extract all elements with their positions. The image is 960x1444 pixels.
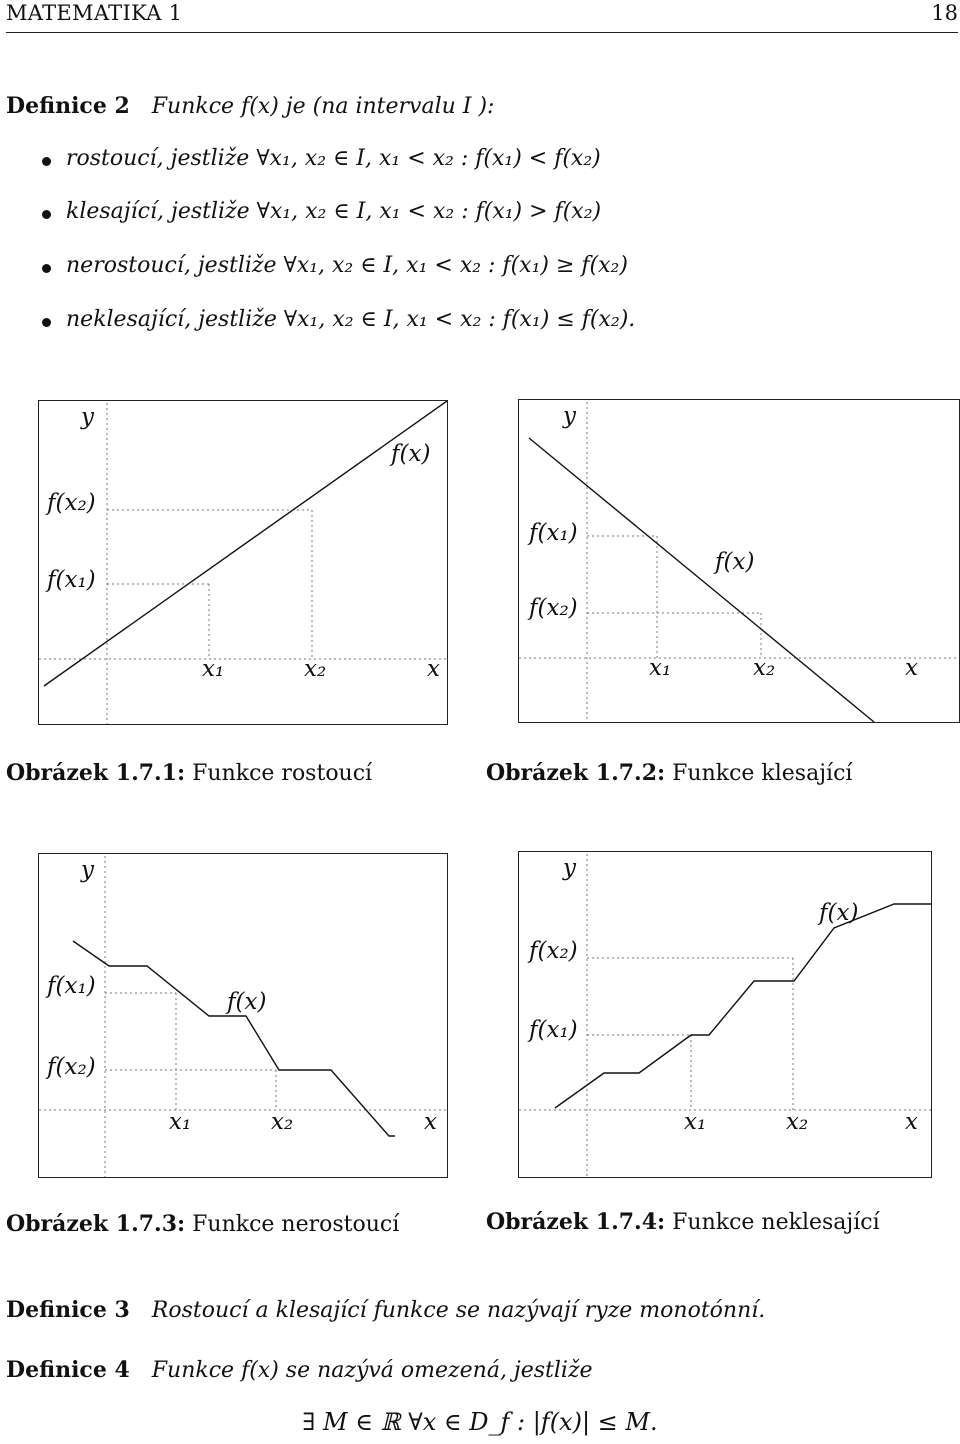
definition-2-label: Definice 2 (6, 93, 130, 119)
axis-label-x: x (905, 655, 918, 681)
caption-text: Funkce klesající (672, 761, 853, 786)
value-label-a: f(x₂) (47, 490, 96, 516)
definition-4-label: Definice 4 (6, 1357, 130, 1383)
figure-nondecreasing (518, 851, 932, 1178)
value-label-a: f(x₁) (47, 973, 96, 999)
function-curve (44, 401, 447, 686)
tick-label-x1: x₁ (649, 655, 672, 681)
page-header (6, 0, 958, 33)
caption-figure-3 (6, 1211, 399, 1237)
caption-text: Funkce nerostoucí (192, 1212, 400, 1237)
header-title: MATEMATIKA 1 (6, 1, 183, 25)
bullet-2 (42, 210, 51, 219)
tick-label-x2: x₂ (786, 1109, 809, 1135)
axis-label-y: y (563, 403, 576, 429)
definition-3-label: Definice 3 (6, 1297, 130, 1323)
value-label-b: f(x₂) (47, 1054, 96, 1080)
definition-4 (6, 1357, 593, 1383)
list-item-increasing (66, 146, 601, 171)
axis-label-y: y (563, 855, 576, 881)
list-item-condition: jestliže ∀x₁, x₂ ∈ I, x₁ < x₂ : f(x₁) < f(x₂) (170, 146, 601, 171)
list-item-term: neklesající, (66, 307, 192, 332)
function-curve (529, 438, 874, 722)
caption-text: Funkce rostoucí (192, 761, 373, 786)
boundedness-formula: ∃ M ∈ ℝ ∀x ∈ D_f : |f(x)| ≤ M. (302, 1408, 658, 1436)
function-label: f(x) (715, 549, 755, 575)
tick-label-x2: x₂ (753, 655, 776, 681)
axis-label-x: x (905, 1109, 918, 1135)
axis-label-y: y (81, 857, 94, 883)
list-item-decreasing (66, 199, 601, 224)
function-label: f(x) (819, 900, 859, 926)
bullet-3 (42, 264, 51, 273)
definition-4-text: Funkce f(x) se nazývá omezená, jestliže (151, 1358, 593, 1383)
definition-2 (6, 93, 494, 119)
function-curve (73, 941, 395, 1136)
bullet-1 (42, 157, 51, 166)
definition-3 (6, 1297, 765, 1323)
tick-label-x1: x₁ (169, 1109, 192, 1135)
axis-label-x: x (427, 656, 440, 682)
tick-label-x1: x₁ (684, 1109, 707, 1135)
function-label: f(x) (391, 441, 431, 467)
value-label-b: f(x₁) (47, 567, 96, 593)
value-label-a: f(x₁) (529, 520, 578, 546)
tick-label-x2: x₂ (304, 656, 327, 682)
list-item-term: nerostoucí, (66, 253, 191, 278)
list-item-condition: jestliže ∀x₁, x₂ ∈ I, x₁ < x₂ : f(x₁) ≤ f(x₂). (198, 307, 636, 332)
caption-label: Obrázek 1.7.4: (486, 1209, 666, 1235)
list-item-term: klesající, (66, 199, 165, 224)
figure-increasing (38, 400, 448, 725)
bullet-4 (42, 318, 51, 327)
figure-decreasing (518, 399, 960, 723)
value-label-b: f(x₁) (529, 1017, 578, 1043)
definition-2-text: Funkce f(x) je (na intervalu I ): (151, 94, 495, 119)
page-number: 18 (931, 1, 958, 25)
tick-label-x2: x₂ (271, 1109, 294, 1135)
caption-text: Funkce neklesající (672, 1210, 880, 1235)
tick-label-x1: x₁ (202, 656, 225, 682)
caption-figure-4 (486, 1209, 880, 1235)
list-item-nondecreasing (66, 307, 635, 332)
caption-figure-2 (486, 760, 852, 786)
figure-nonincreasing (38, 853, 448, 1178)
function-curve (555, 904, 931, 1108)
caption-label: Obrázek 1.7.2: (486, 760, 666, 786)
list-item-condition: jestliže ∀x₁, x₂ ∈ I, x₁ < x₂ : f(x₁) ≥ f(x₂) (197, 253, 628, 278)
caption-label: Obrázek 1.7.3: (6, 1211, 186, 1237)
axis-label-y: y (81, 404, 94, 430)
axis-label-x: x (424, 1109, 437, 1135)
list-item-nonincreasing (66, 253, 628, 278)
list-item-term: rostoucí, (66, 146, 164, 171)
caption-figure-1 (6, 760, 372, 786)
definition-3-text: Rostoucí a klesající funkce se nazývají ryze monotónní. (151, 1298, 766, 1323)
value-label-a: f(x₂) (529, 938, 578, 964)
caption-label: Obrázek 1.7.1: (6, 760, 186, 786)
function-label: f(x) (227, 989, 267, 1015)
value-label-b: f(x₂) (529, 595, 578, 621)
list-item-condition: jestliže ∀x₁, x₂ ∈ I, x₁ < x₂ : f(x₁) > f(x₂) (171, 199, 602, 224)
